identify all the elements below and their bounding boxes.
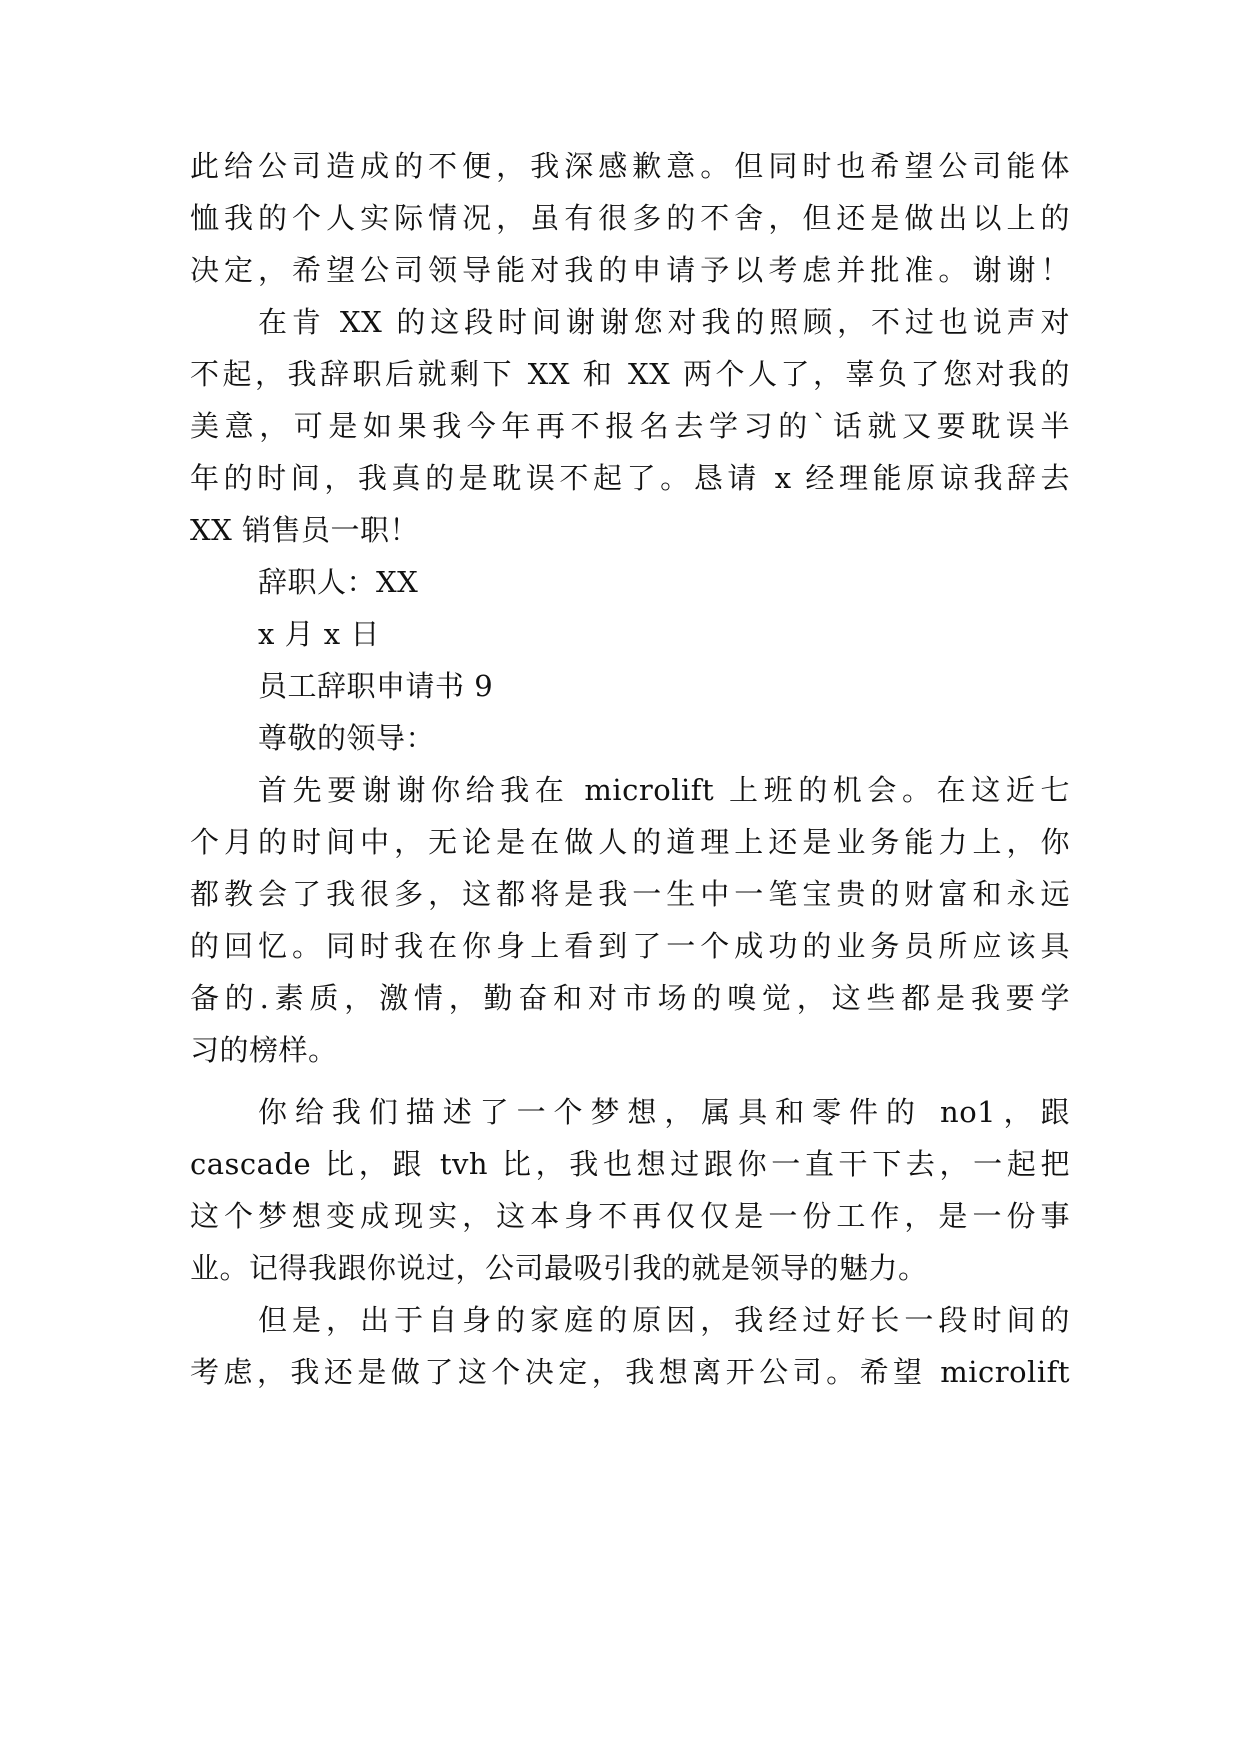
paragraph-line: cascade 比，跟 tvh 比，我也想过跟你一直干下去，一起把 (190, 1147, 1070, 1181)
paragraph-line: 恤我的个人实际情况，虽有很多的不舍，但还是做出以上的 (190, 201, 1070, 235)
paragraph-line: 你给我们描述了一个梦想，属具和零件的 no1，跟 (258, 1095, 1070, 1129)
paragraph-line: 都教会了我很多，这都将是我一生中一笔宝贵的财富和永远 (190, 877, 1070, 911)
paragraph-line: 决定，希望公司领导能对我的申请予以考虑并批准。谢谢！ (190, 253, 1070, 287)
paragraph-line: 但是，出于自身的家庭的原因，我经过好长一段时间的 (258, 1303, 1070, 1337)
paragraph-line: 在肯 XX 的这段时间谢谢您对我的照顾，不过也说声对 (258, 305, 1070, 339)
section-title: 员工辞职申请书 9 (258, 669, 494, 703)
paragraph-line: 业。记得我跟你说过，公司最吸引我的就是领导的魅力。 (190, 1251, 928, 1285)
resigner-line: 辞职人：XX (258, 565, 419, 599)
paragraph-line: 考虑，我还是做了这个决定，我想离开公司。希望 microlift (190, 1355, 1070, 1389)
date-line: x 月 x 日 (258, 617, 380, 651)
paragraph-line: 此给公司造成的不便，我深感歉意。但同时也希望公司能体 (190, 149, 1070, 183)
paragraph-line: XX 销售员一职！ (190, 513, 420, 547)
paragraph-line: 个月的时间中，无论是在做人的道理上还是业务能力上，你 (190, 825, 1070, 859)
paragraph-line: 习的榜样。 (190, 1033, 338, 1067)
paragraph-line: 美意，可是如果我今年再不报名去学习的`话就又要耽误半 (190, 409, 1070, 443)
paragraph-line: 首先要谢谢你给我在 microlift 上班的机会。在这近七 (258, 773, 1070, 807)
paragraph-line: 这个梦想变成现实，这本身不再仅仅是一份工作，是一份事 (190, 1199, 1070, 1233)
paragraph-line: 备的.素质，激情，勤奋和对市场的嗅觉，这些都是我要学 (190, 981, 1070, 1015)
paragraph-line: 不起，我辞职后就剩下 XX 和 XX 两个人了，辜负了您对我的 (190, 357, 1070, 391)
salutation: 尊敬的领导： (258, 721, 436, 755)
paragraph-line: 年的时间，我真的是耽误不起了。恳请 x 经理能原谅我辞去 (190, 461, 1070, 495)
paragraph-line: 的回忆。同时我在你身上看到了一个成功的业务员所应该具 (190, 929, 1070, 963)
